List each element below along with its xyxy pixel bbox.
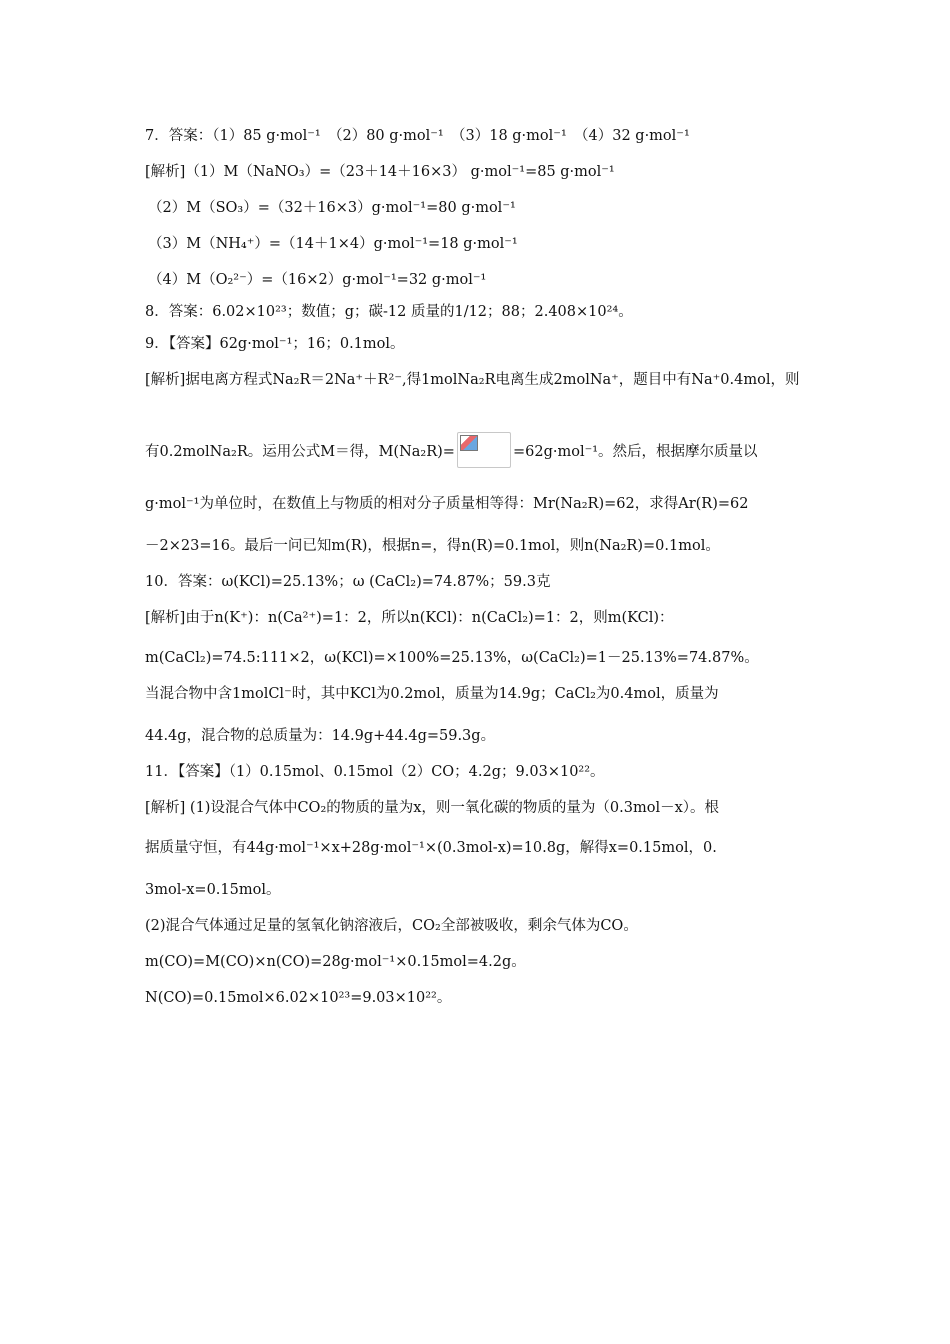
q9-analysis-3: g·mol⁻¹为单位时，在数值上与物质的相对分子质量相等得：Mr(Na₂R)=62，求得Ar(R)=62 bbox=[145, 496, 749, 512]
q7-analysis-1: [解析]（1）M（NaNO₃）=（23＋14＋16×3） g·mol⁻¹=85 g·mol⁻¹ bbox=[145, 164, 615, 180]
q9-answer: 9．【答案】62g·mol⁻¹；16；0.1mol。 bbox=[145, 336, 405, 352]
q11-analysis-1: [解析] (1)设混合气体中CO₂的物质的量为x，则一氧化碳的物质的量为（0.3mol－x）。根 bbox=[145, 800, 720, 816]
q9-analysis-2 bbox=[145, 432, 758, 468]
q11-analysis-3: 3mol-x=0.15mol。 bbox=[145, 882, 281, 898]
q10-analysis-3: 当混合物中含1molCl⁻时，其中KCl为0.2mol，质量为14.9g；CaCl₂为0.4mol，质量为 bbox=[145, 686, 719, 702]
q9-analysis-1: [解析]据电离方程式Na₂R＝2Na⁺＋R²⁻,得1molNa₂R电离生成2molNa⁺，题目中有Na⁺0.4mol，则 bbox=[145, 372, 800, 388]
q11-analysis-4: (2)混合气体通过足量的氢氧化钠溶液后，CO₂全部被吸收，剩余气体为CO。 bbox=[145, 918, 638, 934]
q10-answer: 10．答案：ω(KCl)=25.13%；ω (CaCl₂)=74.87%；59.3克 bbox=[145, 574, 551, 590]
q9-analysis-2a: 有0.2molNa₂R。运用公式M＝得，M(Na₂R)= bbox=[145, 444, 455, 460]
q11-answer: 11．【答案】（1）0.15mol、0.15mol（2）CO；4.2g；9.03×10²²。 bbox=[145, 764, 605, 780]
q7-analysis-4: （4）M（O₂²⁻）=（16×2）g·mol⁻¹=32 g·mol⁻¹ bbox=[148, 272, 487, 288]
q10-analysis-4: 44.4g，混合物的总质量为：14.9g+44.4g=59.3g。 bbox=[145, 728, 496, 744]
q8-answer: 8．答案：6.02×10²³；数值；g；碳-12 质量的1/12；88；2.408×10²⁴。 bbox=[145, 304, 633, 320]
q11-analysis-6: N(CO)=0.15mol×6.02×10²³=9.03×10²²。 bbox=[145, 990, 452, 1006]
q9-analysis-2b: =62g·mol⁻¹。然后，根据摩尔质量以 bbox=[512, 444, 758, 460]
q7-answer: 7．答案：（1）85 g·mol⁻¹ （2）80 g·mol⁻¹ （3）18 g·mol⁻¹ （4）32 g·mol⁻¹ bbox=[145, 128, 690, 144]
q11-analysis-5: m(CO)=M(CO)×n(CO)=28g·mol⁻¹×0.15mol=4.2g。 bbox=[145, 954, 526, 970]
q10-analysis-1: [解析]由于n(K⁺)：n(Ca²⁺)=1：2，所以n(KCl)：n(CaCl₂)=1：2，则m(KCl)： bbox=[145, 610, 674, 626]
q9-analysis-4: －2×23=16。最后一问已知m(R)，根据n=，得n(R)=0.1mol，则n(Na₂R)=0.1mol。 bbox=[145, 538, 720, 554]
image-thumbnail bbox=[460, 435, 478, 451]
broken-image-icon bbox=[457, 432, 511, 468]
q7-analysis-3: （3）M（NH₄⁺）=（14＋1×4）g·mol⁻¹=18 g·mol⁻¹ bbox=[148, 236, 518, 252]
q10-analysis-2: m(CaCl₂)=74.5:111×2，ω(KCl)=×100%=25.13%，ω(CaCl₂)=1－25.13%=74.87%。 bbox=[145, 650, 759, 666]
q7-analysis-2: （2）M（SO₃）=（32＋16×3）g·mol⁻¹=80 g·mol⁻¹ bbox=[148, 200, 516, 216]
q11-analysis-2: 据质量守恒，有44g·mol⁻¹×x+28g·mol⁻¹×(0.3mol-x)=10.8g，解得x=0.15mol，0. bbox=[145, 840, 717, 856]
